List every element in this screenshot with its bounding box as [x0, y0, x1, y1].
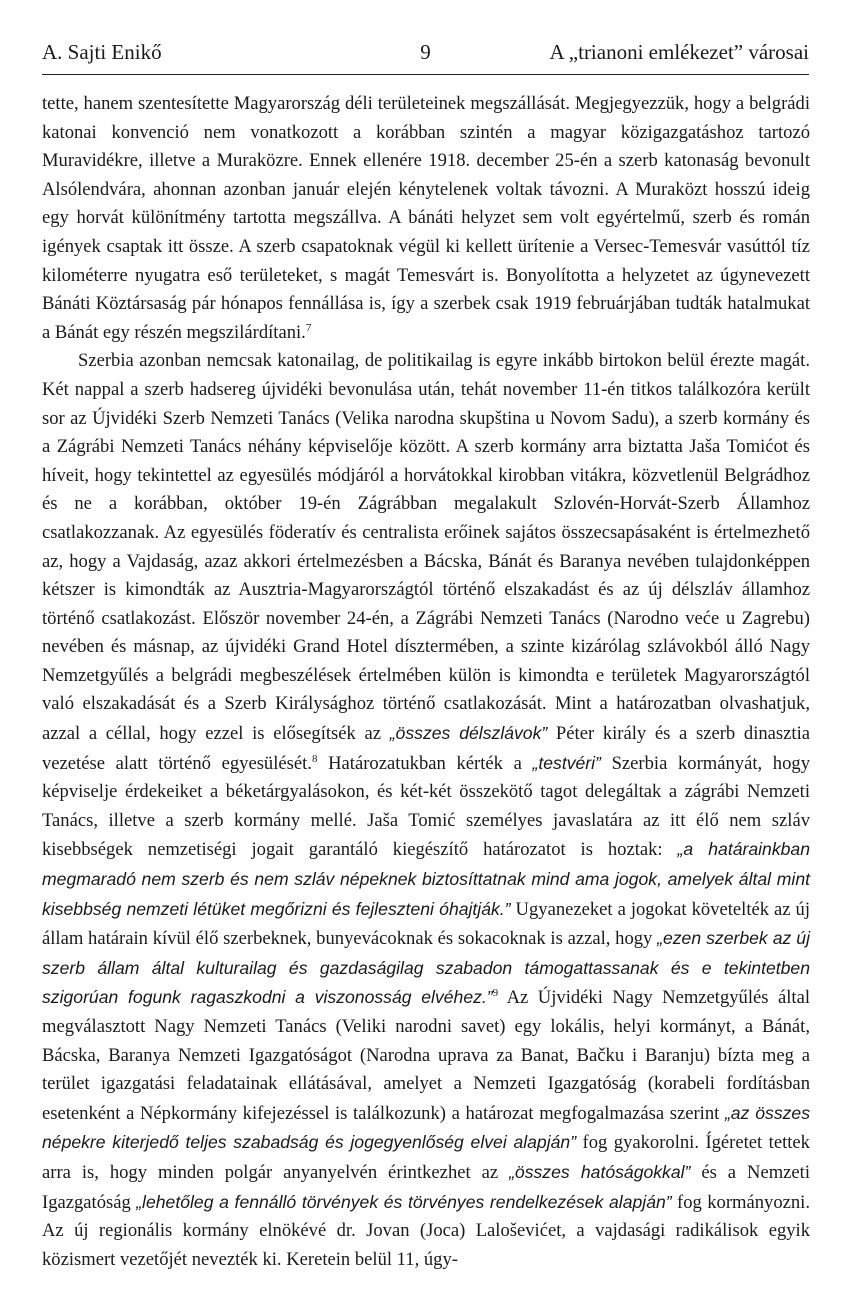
footnote-ref-8[interactable]: 8 [311, 752, 318, 765]
text-run: Péter király és a szerb dinasztia vezetése alatt történő egyesülését. [42, 723, 810, 774]
text-run: fog kormányozni. Az új regionális kormány elnökévé dr. Jovan (Joca) Laloševićet, a vajdasági radikálisok egyik közismert vezetőjét nevezték ki. Keretein belül 11, úgy- [42, 1191, 810, 1270]
text-run: fog gyakorolni. Ígéretet tettek arra is, hogy minden polgár anyanyelvén érintkezhet az [42, 1132, 810, 1183]
footnote-ref-9[interactable]: 9 [492, 987, 499, 1000]
paragraph-1-text: tette, hanem szentesítette Magyarország déli területeinek megszállását. Megjegyezzük, hogy a belgrádi katonai konvenció nem vonatkozott a korábban szintén a magyar közigazgatáshoz tartozó Muravidékre, illetve a Muraközre. Ennek ellenére 1918. december 25-én a szerb katonaság bevonult Alsólendvára, ahonnan azonban január elején kénytelenek voltak távozni. A Muraközt hosszú ideig egy horvát különítmény tartotta megszállva. A bánáti helyzet sem volt egyértelmű, szerb és román igények csaptak itt össze. A szerb csapatoknak végül ki kellett ürítenie a Versec-Temesvár vasúttól tíz kilométerre nyugatra eső területeket, s magát Temesvárt is. Bonyolította a helyzetet az úgynevezett Bánáti Köztársaság pár hónapos fennállása is, így a szerbek csak 1919 februárjában tudták hatalmukat a Bánát egy részén megszilárdítani. [42, 93, 810, 343]
header-title: A „trianoni emlékezet” városai [549, 40, 809, 64]
quote-reciprocity: „ezen szerbek az új szerb állam által kulturailag és gazdaságilag szabadon támogattassanak és e tekintetben szigorúan fogunk ragaszkodni a viszonosság elvéhez.” [42, 928, 810, 1008]
page-body [42, 90, 810, 1274]
text-run: Ugyanezeket a jogokat követelték az új állam határain kívül élő szerbeknek, bunyevácoknak és sokacoknak is azzal, hogy [42, 898, 810, 950]
text-run: Határozatukban kérték a [317, 752, 533, 774]
header-rule [42, 74, 809, 75]
paragraph-1 [42, 90, 810, 347]
quote-testveri: „testvéri” [532, 752, 601, 773]
paragraph-2 [42, 347, 810, 1274]
header-author: A. Sajti Enikő [42, 40, 162, 64]
quote-equality: „az összes népekre kiterjedő teljes szabadság és jogegyenlőség elvei alapján” [42, 1102, 810, 1153]
text-run: Az Újvidéki Nagy Nemzetgyűlés által megválasztott Nagy Nemzeti Tanács (Veliki narodni savet) egy lokális, helyi kormányt, a Bánát, Bácska, Baranya Nemzeti Igazgatóságot (Narodna uprava za Banat, Bačku i Baranju) bízta meg a terület igazgatási feladatainak ellátásával, amelyet a Nemzeti Igazgatóság (korabeli fordításban esetenként a Népkormány kifejezéssel is találkozunk) a határozat megfogalmazása szerint [42, 987, 810, 1124]
quote-authorities: „összes hatóságokkal” [509, 1161, 691, 1182]
quote-osszes-delszlavok: „összes délszlávok” [389, 723, 548, 744]
text-run: és a Nemzeti Igazgatóság [42, 1161, 810, 1213]
text-run: Szerbia azonban nemcsak katonailag, de politikailag is egyre inkább birtokon belül érezte magát. Két nappal a szerb hadsereg újvidéki bevonulása után, tehát november 11-én titkos találkozóra került sor az Újvidéki Szerb Nemzeti Tanács (Velika narodna skupština u Novom Sadu), a szerb kormány és a Zágrábi Nemzeti Tanács néhány képviselője között. A szerb kormány arra biztatta Jaša Tomićot és híveit, hogy tekintettel az egyesülés módjáról a horvátokkal kirobban vitákra, közvetlenül Belgrádhoz és ne a korábban, október 19-én Zágrábban megalakult Szlovén-Horvát-Szerb Államhoz csatlakozzanak. Az egyesülés föderatív és centralista erőinek sajátos összecsapásaként is értelmezhető az, hogy a Vajdaság, azaz akkori értelmezésben a Bácska, Bánát és Baranya nevében tulajdonképpen kétszer is kimondták az Ausztria-Magyarországtól történő elszakadást és az új délszláv államhoz történő csatlakozást. Először november 24-én, a Zágrábi Nemzeti Tanács (Narodno veće u Zagrebu) nevében és másnap, az újvidéki Grand Hotel dísztermében, a szinte kizárólag szlávokból álló Nagy Nemzetgyűlés a belgrádi megbeszélések értelmében külön is kimondta e területek Magyarországtól való elszakadását és a Szerb Királysághoz történő csatlakozását. Mint a határozatban olvashatjuk, azzal a céllal, hogy ezzel is elősegítsék az [42, 350, 810, 745]
running-header [42, 40, 809, 70]
text-run: Szerbia kormányát, hogy képviselje érdekeiket a béketárgyalásokon, és két-két összekötő tagot delegáltak a zágrábi Nemzeti Tanács, illetve a szerb kormány mellé. Jaša Tomić személyes javaslatára az itt élő nem szláv kisebbségek nemzetiségi jogait garantáló kiegészítő határozatot is hoztak: [42, 752, 810, 861]
quote-laws: „lehetőleg a fennálló törvények és törvényes rendelkezések alapján” [136, 1191, 672, 1212]
footnote-ref-7[interactable]: 7 [305, 321, 312, 334]
quote-minority-rights: „a határainkban megmaradó nem szerb és nem szláv népeknek biztosíttatnak mind ama jogok, amelyek által mint kisebbség nemzeti létüket megőrizni és fejleszteni óhajtják.” [42, 839, 810, 919]
page-number: 9 [420, 40, 431, 64]
